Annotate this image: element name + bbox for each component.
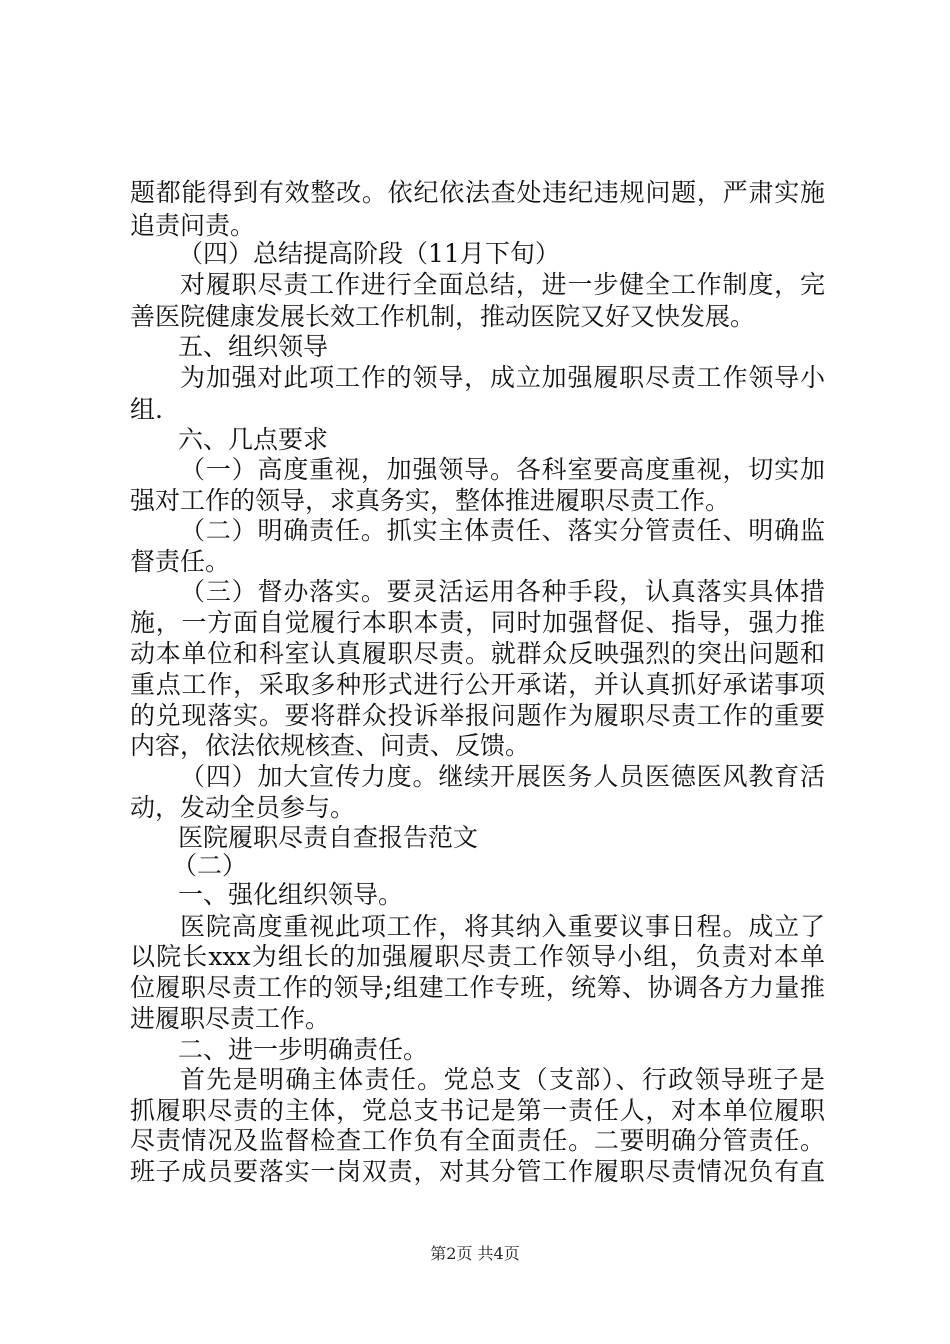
text-line: 的兑现落实。要将群众投诉举报问题作为履职尽责工作的重要 [130,701,825,730]
text-line: 督责任。 [130,547,231,576]
section-heading: （四）总结提高阶段（11月下旬） [178,239,560,268]
text-line: 进履职尽责工作。 [130,1004,331,1033]
text-line: 位履职尽责工作的领导;组建工作专班，统筹、协调各方力量推 [130,973,825,1002]
text-line: （三）督办落实。要灵活运用各种手段，认真落实具体措 [180,577,825,606]
page-footer: 第2页 共4页 [430,1244,520,1263]
text-line: 强对工作的领导，求真务实，整体推进履职尽责工作。 [130,486,731,515]
text-line: 题都能得到有效整改。依纪依法查处违纪违规问题，严肃实施 [130,178,825,207]
text-line: 追责问责。 [130,211,256,240]
text-line: 对履职尽责工作进行全面总结，进一步健全工作制度，完 [180,270,825,299]
section-heading: 六、几点要求 [178,425,329,454]
section-heading: 二、进一步明确责任。 [178,1035,429,1064]
text-line: 重点工作，采取多种形式进行公开承诺，并认真抓好承诺事项 [130,670,825,699]
text-line: （四）加大宣传力度。继续开展医务人员医德医风教育活 [180,762,825,791]
text-line: 内容，依法依规核查、问责、反馈。 [130,731,531,760]
section-heading: 五、组织领导 [178,332,329,361]
text-line: 抓履职尽责的主体，党总支书记是第一责任人，对本单位履职 [130,1096,825,1125]
text-line: 施，一方面自觉履行本职本责，同时加强督促、指导，强力推 [130,608,825,637]
section-heading: 一、强化组织领导。 [178,880,404,909]
text-line: （一）高度重视，加强领导。各科室要高度重视，切实加 [180,455,825,484]
article-title: 医院履职尽责自查报告范文 [178,823,479,852]
text-line: （二）明确责任。抓实主体责任、落实分管责任、明确监 [180,516,825,545]
text-line: 医院高度重视此项工作，将其纳入重要议事日程。成立了 [180,912,825,941]
text-line: 尽责情况及监督检查工作负有全面责任。二要明确分管责任。 [130,1126,825,1155]
text-line: 善医院健康发展长效工作机制，推动医院又好又快发展。 [130,302,756,331]
article-subtitle: （二） [172,851,248,880]
text-line: 为加强对此项工作的领导，成立加强履职尽责工作领导小 [180,363,825,392]
text-line: 以院长xxx为组长的加强履职尽责工作领导小组，负责对本单 [130,942,825,971]
text-line: 动，发动全员参与。 [130,793,356,822]
text-line: 首先是明确主体责任。党总支（支部）、行政领导班子是 [180,1065,825,1094]
text-line: 动本单位和科室认真履职尽责。就群众反映强烈的突出问题和 [130,639,825,668]
text-line: 班子成员要落实一岗双责，对其分管工作履职尽责情况负有直 [130,1157,825,1186]
text-line: 组. [130,395,163,424]
